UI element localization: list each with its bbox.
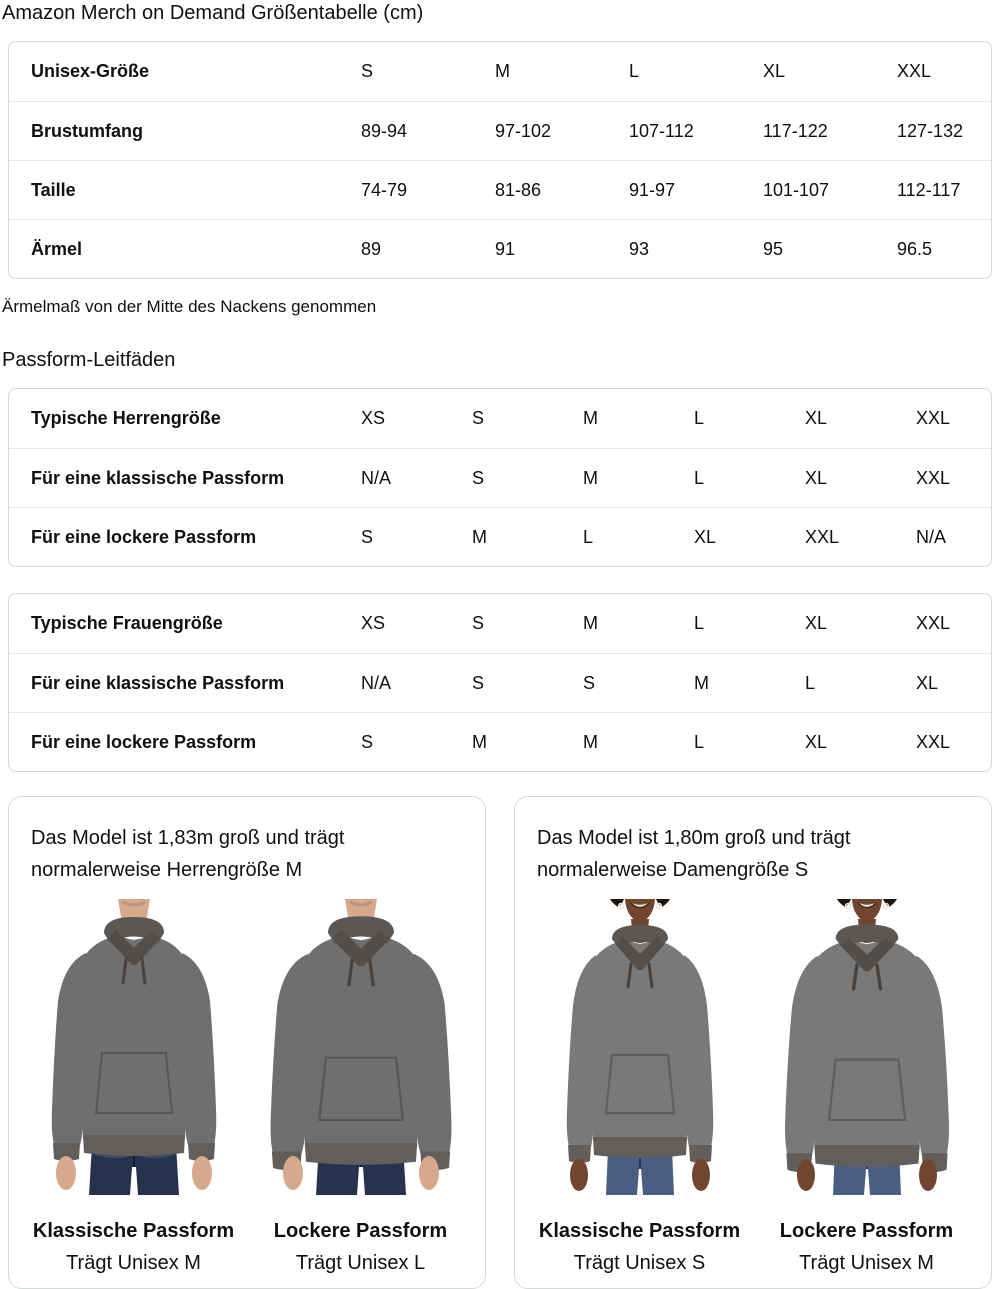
female-model-card (514, 796, 992, 1289)
row-label: Typische Herrengröße (31, 408, 221, 428)
row-label: Taille (31, 179, 76, 200)
cell-value: L (583, 526, 594, 547)
table-row (9, 219, 991, 278)
table-row (9, 389, 991, 448)
table-row (9, 448, 991, 507)
table-row (9, 507, 991, 566)
mens-fit-table (8, 388, 992, 567)
cell-value: XL (805, 408, 828, 428)
cell-value: L (694, 731, 705, 752)
cell-value: S (472, 672, 485, 693)
row-label: Brustumfang (31, 120, 143, 141)
cell-value: N/A (361, 467, 392, 488)
cell-value: S (361, 526, 374, 547)
cell-value: XS (361, 613, 386, 633)
loose-fit-figure (258, 899, 463, 1276)
cell-value: S (472, 408, 485, 428)
table-row (9, 653, 991, 712)
cell-value: XS (361, 408, 386, 428)
cell-value: M (583, 613, 598, 633)
table-row (9, 160, 991, 219)
model-description: Das Model ist 1,80m groß und trägt normalerweise Damengröße S (537, 827, 851, 881)
table-row (9, 594, 991, 653)
row-label: Für eine lockere Passform (31, 526, 257, 547)
cell-value: L (694, 613, 705, 633)
cell-value: S (472, 613, 485, 633)
cell-value: 74-79 (361, 179, 408, 200)
cell-value: N/A (361, 672, 392, 693)
cell-value: L (629, 61, 640, 81)
cell-value: M (495, 61, 510, 81)
cell-value: S (472, 467, 485, 488)
cell-value: 93 (629, 238, 650, 259)
row-label: Für eine klassische Passform (31, 672, 285, 693)
cell-value: XL (805, 731, 828, 752)
cell-value: M (472, 526, 487, 547)
cell-value: S (361, 61, 374, 81)
table-row (9, 712, 991, 771)
cell-value: 117-122 (763, 120, 828, 141)
cell-value: L (694, 408, 705, 428)
size-label: Trägt Unisex L (295, 1252, 426, 1274)
cell-value: 112-117 (897, 179, 961, 200)
sleeve-measurement-note: Ärmelmaß von der Mitte des Nackens genommen (2, 297, 377, 316)
unisex-size-table (8, 41, 992, 279)
cell-value: XXL (916, 467, 951, 488)
fit-label: Klassische Passform (32, 1220, 235, 1242)
cell-value: M (472, 731, 487, 752)
cell-value: M (583, 731, 598, 752)
model-photo-classic-male (34, 899, 234, 1195)
fit-label: Klassische Passform (538, 1220, 741, 1242)
classic-fit-figure (31, 899, 236, 1276)
size-label: Trägt Unisex M (799, 1252, 934, 1274)
loose-fit-figure (764, 899, 969, 1276)
cell-value: L (805, 672, 816, 693)
model-photo-loose-female (767, 899, 967, 1195)
fit-label: Lockere Passform (779, 1220, 954, 1242)
cell-value: XXL (916, 408, 951, 428)
page-title: Amazon Merch on Demand Größentabelle (cm) (2, 2, 424, 24)
cell-value: XXL (916, 731, 951, 752)
cell-value: 91-97 (629, 179, 676, 200)
cell-value: 107-112 (629, 120, 694, 141)
model-photo-loose-male (261, 899, 461, 1195)
row-label: Ärmel (31, 238, 83, 259)
cell-value: XXL (916, 613, 951, 633)
cell-value: 89 (361, 238, 382, 259)
model-figures (535, 899, 971, 1276)
cell-value: XL (694, 526, 717, 547)
cell-value: XL (763, 61, 786, 81)
male-model-card (8, 796, 486, 1289)
cell-value: 81-86 (495, 179, 542, 200)
cell-value: 95 (763, 238, 784, 259)
cell-value: M (583, 467, 598, 488)
model-cards-row (8, 796, 992, 1289)
table-row (9, 101, 991, 160)
table-row (9, 42, 991, 101)
cell-value: 97-102 (495, 120, 552, 141)
model-photo-classic-female (540, 899, 740, 1195)
cell-value: M (694, 672, 709, 693)
model-figures (29, 899, 465, 1276)
fit-label: Lockere Passform (273, 1220, 448, 1242)
cell-value: XL (805, 467, 828, 488)
model-description: Das Model ist 1,83m groß und trägt normalerweise Herrengröße M (31, 827, 345, 881)
cell-value: N/A (916, 526, 947, 547)
cell-value: S (583, 672, 596, 693)
cell-value: M (583, 408, 598, 428)
cell-value: 89-94 (361, 120, 408, 141)
cell-value: XXL (897, 61, 932, 81)
row-label: Unisex-Größe (31, 61, 150, 81)
size-label: Trägt Unisex S (573, 1252, 706, 1274)
cell-value: L (694, 467, 705, 488)
cell-value: XXL (805, 526, 840, 547)
cell-value: XL (916, 672, 939, 693)
cell-value: 91 (495, 238, 516, 259)
size-label: Trägt Unisex M (66, 1252, 201, 1274)
cell-value: S (361, 731, 374, 752)
row-label: Für eine lockere Passform (31, 731, 257, 752)
cell-value: XL (805, 613, 828, 633)
womens-fit-table (8, 593, 992, 772)
row-label: Für eine klassische Passform (31, 467, 285, 488)
cell-value: 101-107 (763, 179, 830, 200)
cell-value: 127-132 (897, 120, 964, 141)
classic-fit-figure (537, 899, 742, 1276)
row-label: Typische Frauengröße (31, 613, 223, 633)
fit-guides-heading: Passform-Leitfäden (2, 349, 176, 371)
cell-value: 96.5 (897, 238, 933, 259)
